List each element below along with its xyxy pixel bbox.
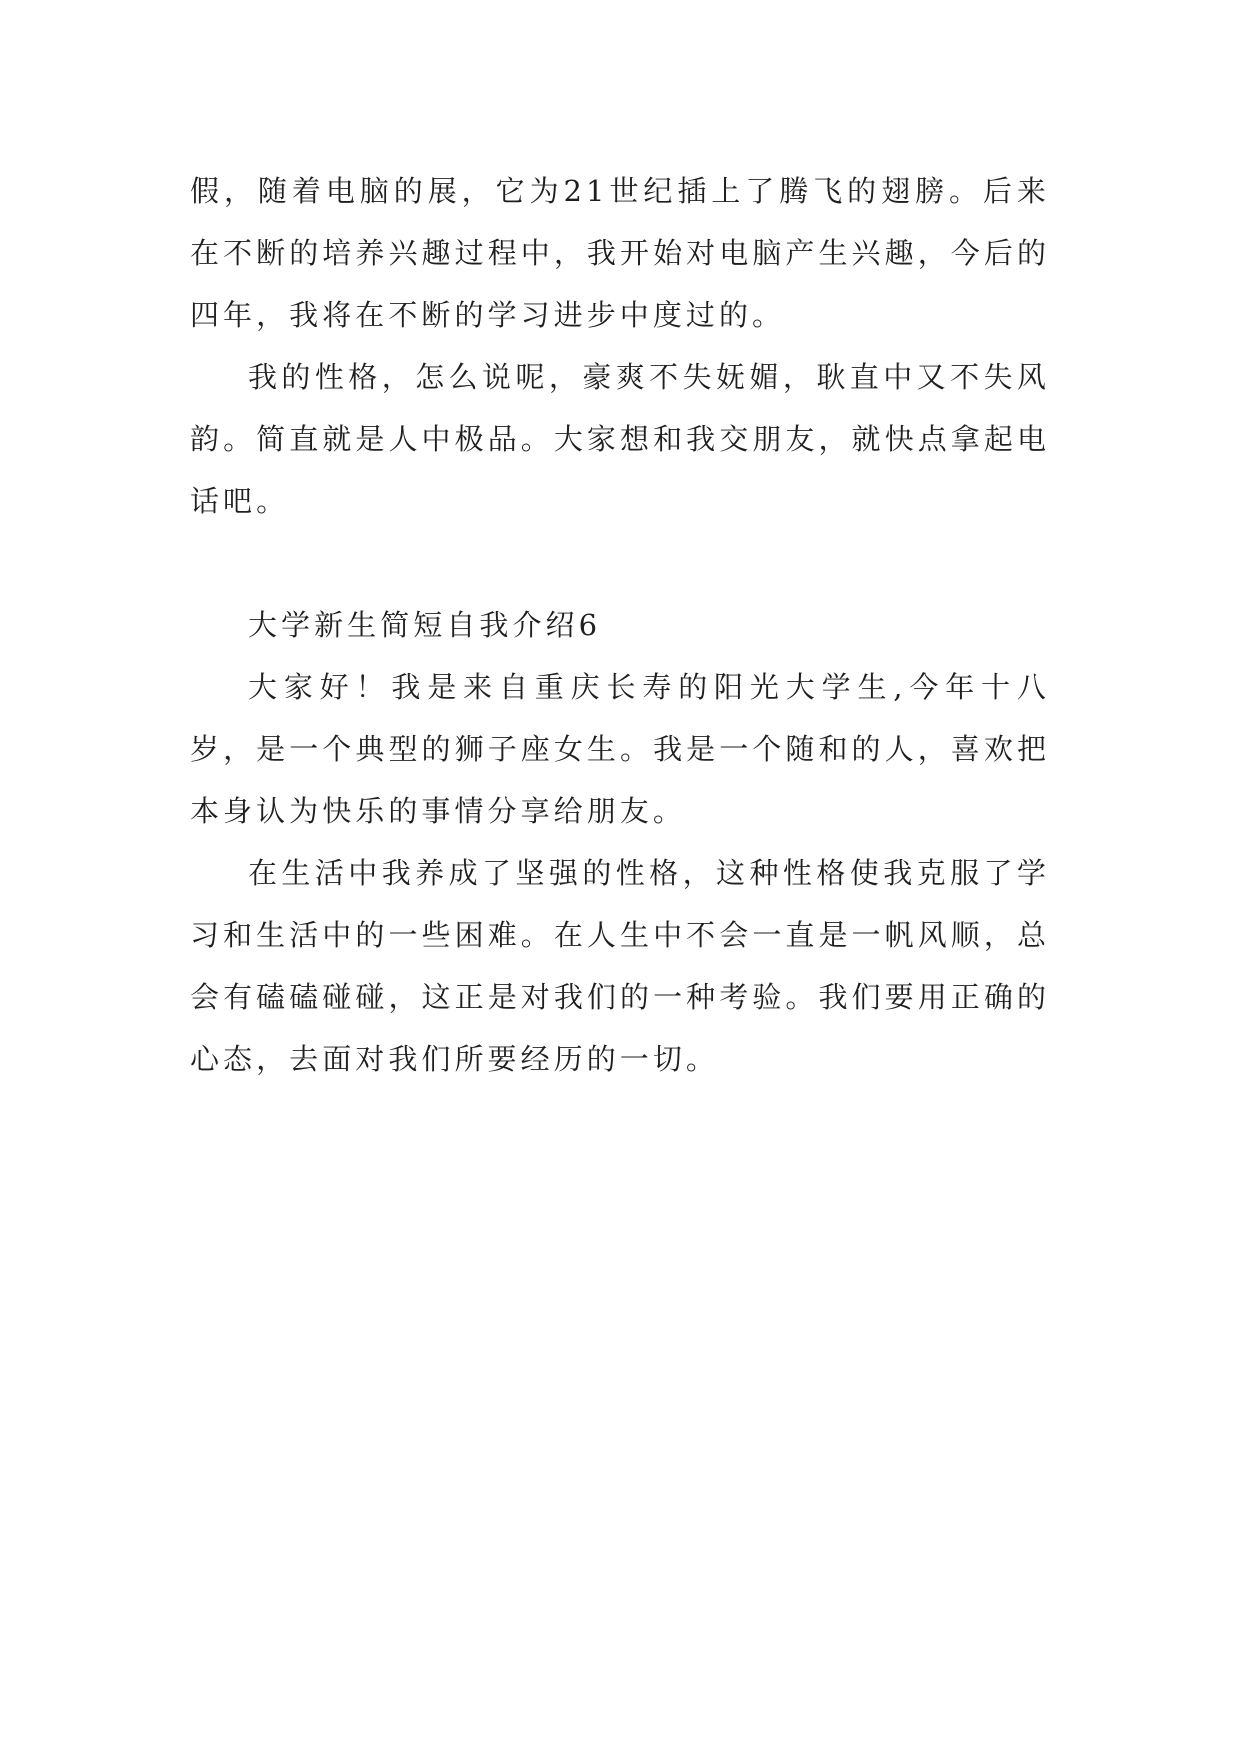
paragraph-personality: 我的性格，怎么说呢，豪爽不失妩媚，耿直中又不失风韵。简直就是人中极品。大家想和我交朋友，就快点拿起电话吧。: [190, 360, 1050, 518]
section-spacer: [190, 532, 1050, 594]
section-heading: 大学新生简短自我介绍6: [248, 608, 602, 642]
paragraph-continued: 假，随着电脑的展，它为21世纪插上了腾飞的翅膀。后来在不断的培养兴趣过程中，我开始对电脑产生兴趣，今后的四年，我将在不断的学习进步中度过的。: [190, 174, 1050, 332]
document-body: [190, 160, 1050, 1090]
paragraph-life-attitude: 在生活中我养成了坚强的性格，这种性格使我克服了学习和生活中的一些困难。在人生中不会一直是一帆风顺，总会有磕磕碰碰，这正是对我们的一种考验。我们要用正确的心态，去面对我们所要经历的一切。: [190, 856, 1050, 1076]
paragraph-greeting: 大家好！我是来自重庆长寿的阳光大学生,今年十八岁，是一个典型的狮子座女生。我是一个随和的人，喜欢把本身认为快乐的事情分享给朋友。: [190, 670, 1050, 828]
